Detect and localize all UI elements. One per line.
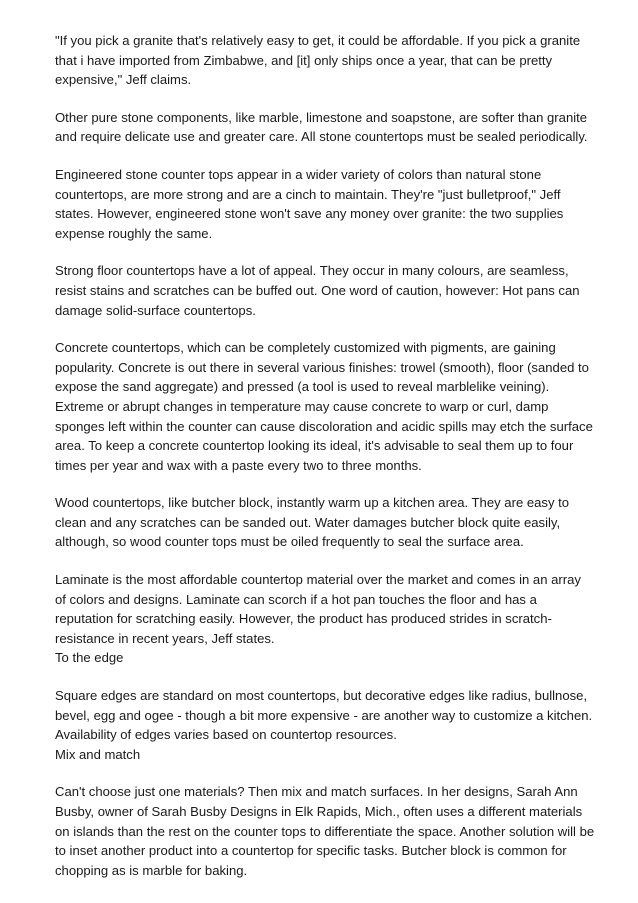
document-body	[55, 31, 595, 898]
paragraph-laminate: Laminate is the most affordable countertop material over the market and comes in an array of colors and designs. Laminate can scorch if a hot pan touches the floor and has a reputation for scratching easily. However, the product has produced strides in scratch- resistance in recent years, Jeff states.	[55, 572, 581, 646]
paragraph-concrete: Concrete countertops, which can be completely customized with pigments, are gaining popularity. Concrete is out there in several various finishes: trowel (smooth), floor (sanded to expose the sand aggregate) and pressed (a tool is used to reveal marblelike veining). Extreme or abrupt changes in temperature may cause concrete to warp or curl, damp sponges left within the counter can cause discoloration and acidic spills may etch the surface area. To keep a concrete countertop looking its ideal, it's advisable to seal them up to four times per year and wax with a paste every two to three months.	[55, 340, 593, 473]
paragraph-mix-match: Can't choose just one materials? Then mix and match surfaces. In her designs, Sarah Ann Busby, owner of Sarah Busby Designs in Elk Rapids, Mich., often uses a different materials on islands than the rest on the counter tops to differentiate the space. Another solution will be to inset another product into a countertop for specific tasks. Butcher block is common for chopping as is marble for baking.	[55, 784, 595, 878]
section-heading-mix: Mix and match	[55, 746, 141, 762]
paragraph-solid-surface: Strong floor countertops have a lot of appeal. They occur in many colours, are seamless, resist stains and scratches can be buffed out. One word of caution, however: Hot pans can damage solid-surface countertops.	[55, 263, 580, 318]
paragraph-engineered-stone: Engineered stone counter tops appear in a wider variety of colors than natural stone countertops, are more strong and are a cinch to maintain. They're "just bulletproof," Jeff states. However, engineered stone won't save any money over granite: the two supplies expense roughly the same.	[55, 166, 564, 241]
paragraph-granite-quote: "If you pick a granite that's relatively easy to get, it could be affordable. If you pick a granite that i have imported from Zimbabwe, and [it] only ships once a year, that can be pretty expensive," Jeff claims.	[55, 33, 581, 88]
paragraph-pure-stone: Other pure stone components, like marble, limestone and soapstone, are softer than granite and require delicate use and greater care. All stone countertops must be sealed periodically.	[55, 109, 588, 145]
paragraph-edges: Square edges are standard on most countertops, but decorative edges like radius, bullnose, bevel, egg and ogee - though a bit more expensive - are another way to customize a kitchen. Availability of edges varies based on countertop resources.	[55, 688, 593, 743]
paragraph-wood: Wood countertops, like butcher block, instantly warm up a kitchen area. They are easy to clean and any scratches can be sanded out. Water damages butcher block quite easily, although, so wood counter tops must be oiled frequently to seal the surface area.	[55, 495, 570, 550]
section-heading-edge: To the edge	[55, 650, 124, 666]
